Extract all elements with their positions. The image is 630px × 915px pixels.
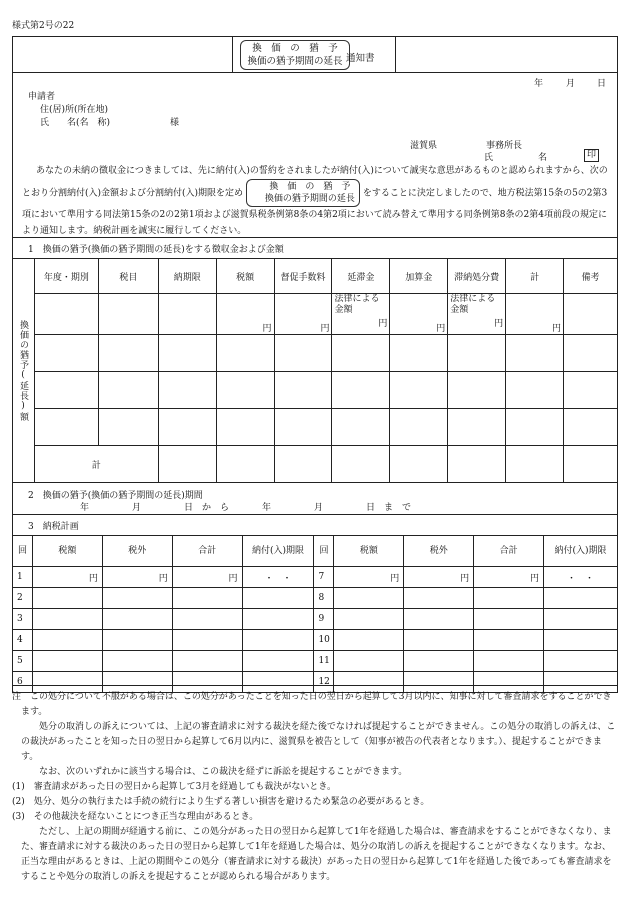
round-number: 4 xyxy=(13,630,33,651)
cell-remarks[interactable] xyxy=(564,294,618,335)
header-divider xyxy=(12,72,618,73)
cell[interactable] xyxy=(158,335,216,372)
tax-cell[interactable] xyxy=(334,651,404,672)
cell[interactable] xyxy=(98,409,158,446)
nontax-cell[interactable] xyxy=(102,609,172,630)
date-month: 月 xyxy=(566,79,576,89)
table-row xyxy=(13,294,618,335)
nontax-cell[interactable] xyxy=(102,630,172,651)
cell[interactable] xyxy=(216,409,274,446)
h-tax-item: 税目 xyxy=(98,259,158,294)
cell[interactable] xyxy=(506,372,564,409)
deadline-cell[interactable]: ・ ・ xyxy=(242,567,314,588)
cell-additional[interactable] xyxy=(390,294,448,335)
cell-year[interactable] xyxy=(34,294,98,335)
deadline-cell[interactable] xyxy=(242,630,314,651)
cell[interactable] xyxy=(390,372,448,409)
sum-cell[interactable] xyxy=(172,588,242,609)
cell[interactable] xyxy=(564,409,618,446)
cell[interactable] xyxy=(34,409,98,446)
body-brace xyxy=(246,179,360,207)
cell[interactable] xyxy=(448,372,506,409)
round-number: 6 xyxy=(13,672,33,693)
total-label: 計 xyxy=(34,446,158,483)
cell[interactable] xyxy=(98,372,158,409)
h-sum-2: 合計 xyxy=(474,536,544,567)
sum-cell[interactable] xyxy=(172,651,242,672)
cell[interactable] xyxy=(448,446,506,483)
h-total: 計 xyxy=(506,259,564,294)
header-left-divider xyxy=(232,36,233,72)
title-line1: 換 価 の 猶 予 xyxy=(252,43,338,54)
note-4: (1) 審査請求があった日の翌日から起算して3月を経過しても裁決がないとき。 xyxy=(12,782,337,792)
cell[interactable] xyxy=(564,335,618,372)
note-1: 注 この処分について不服がある場合は、この処分があったことを知った日の翌日から起算して3月以内に、知事に対して審査請求をすることができます。 xyxy=(12,692,612,717)
sum-cell[interactable]: 円 xyxy=(474,567,544,588)
tax-cell[interactable] xyxy=(32,651,102,672)
nontax-cell[interactable] xyxy=(404,609,474,630)
note-3: なお、次のいずれかに該当する場合は、この裁決を経ずに訴訟を提起することができます。 xyxy=(30,767,408,777)
h-nontax-2: 税外 xyxy=(404,536,474,567)
period-month-to: 月 xyxy=(314,503,324,513)
h-round: 回 xyxy=(13,536,33,567)
cell-total[interactable] xyxy=(506,294,564,335)
round-number: 10 xyxy=(314,630,334,651)
body-paragraph xyxy=(22,163,612,239)
period-year-from: 年 xyxy=(80,503,90,513)
deadline-cell[interactable]: ・ ・ xyxy=(544,567,618,588)
round-number: 12 xyxy=(314,672,334,693)
payment-plan-table xyxy=(12,535,618,693)
table-row xyxy=(13,372,618,409)
cell-delinquency[interactable] xyxy=(332,294,390,335)
note-7: ただし、上記の期間が経過する前に、この処分があった日の翌日から起算して1年を経過した場合は、審査請求をすることができなくなり、また、審査請求に対する裁決のあった日の翌日から起算して1年を経過した場合は、処分の取消しの訴えを提起することができなくなります。なお、正当な理由があるときは、上記の期間やこの処分（審査請求に対する裁決）があった日の翌日から起算して1年を経過した後であっても審査請求をすることや処分の取消しの訴えを提起することが認められる場合があります。 xyxy=(21,827,612,882)
deadline-cell[interactable] xyxy=(242,609,314,630)
deadline-cell[interactable] xyxy=(242,588,314,609)
round-number: 8 xyxy=(314,588,334,609)
h-dunning-fee: 督促手数料 xyxy=(274,259,332,294)
cell[interactable] xyxy=(448,335,506,372)
yen-unit: 円 xyxy=(552,324,562,334)
section3-divider xyxy=(12,514,618,515)
h-deadline-2: 納付(入)期限 xyxy=(544,536,618,567)
note-5: (2) 処分、処分の執行または手続の続行により生ずる著しい損害を避けるため緊急の必要があるとき。 xyxy=(12,797,430,807)
section3-title: 3 納税計画 xyxy=(28,522,79,532)
cell-dunning[interactable] xyxy=(274,294,332,335)
nontax-cell[interactable]: 円 xyxy=(404,567,474,588)
yen-unit: 円 xyxy=(378,319,388,329)
round-number: 3 xyxy=(13,609,33,630)
h-nontax: 税外 xyxy=(102,536,172,567)
sum-cell[interactable] xyxy=(172,630,242,651)
cell-tax[interactable] xyxy=(216,294,274,335)
side-label: 換価の猶予(延長)額 xyxy=(17,319,28,422)
cell[interactable] xyxy=(274,446,332,483)
deadline-cell[interactable] xyxy=(242,651,314,672)
cell[interactable] xyxy=(332,409,390,446)
cell-due[interactable] xyxy=(158,294,216,335)
tax-cell[interactable] xyxy=(334,609,404,630)
total-row xyxy=(13,446,618,483)
note-2: 処分の取消しの訴えについては、上記の審査請求に対する裁決を経た後でなければ提起することができません。この処分の取消しの訴えは、この裁決があったことを知った日の翌日から起算して6月以内に、滋賀県を被告として（知事が被告の代表者となります。）、提起することができます。 xyxy=(21,722,616,762)
h-tax-2: 税額 xyxy=(334,536,404,567)
plan-row xyxy=(13,588,618,609)
cell[interactable] xyxy=(390,409,448,446)
nontax-cell[interactable]: 円 xyxy=(102,567,172,588)
seal-box: 印 xyxy=(584,149,599,162)
cell[interactable] xyxy=(34,372,98,409)
h-year-period: 年度・期別 xyxy=(34,259,98,294)
yen-unit: 円 xyxy=(494,319,504,329)
tax-cell[interactable] xyxy=(334,588,404,609)
body-part2: をすることに決定しましたので、地方税法第15条の5の2第3項において準用する同法第15条の2の2第1項および滋賀県税条例第8条の4第2項において読み替えて準用する同条例第8条の2第4項前段の規定により通知します。納税計画を誠実に履行してください。 xyxy=(22,188,608,236)
issuer-prefecture: 滋賀県 xyxy=(410,141,438,151)
cell-disposition[interactable] xyxy=(448,294,506,335)
cell[interactable] xyxy=(506,409,564,446)
h-tax: 税額 xyxy=(32,536,102,567)
period-day-to: 日 ま で xyxy=(366,503,412,513)
cell[interactable] xyxy=(332,446,390,483)
h-deadline: 納付(入)期限 xyxy=(242,536,314,567)
round-number: 9 xyxy=(314,609,334,630)
plan-row xyxy=(13,630,618,651)
sum-cell[interactable] xyxy=(474,630,544,651)
h-due-date: 納期限 xyxy=(158,259,216,294)
cell[interactable] xyxy=(216,446,274,483)
cell[interactable] xyxy=(216,372,274,409)
nontax-cell[interactable] xyxy=(102,651,172,672)
h-round-2: 回 xyxy=(314,536,334,567)
cell[interactable] xyxy=(158,372,216,409)
period-year-to: 年 xyxy=(262,503,272,513)
cell[interactable] xyxy=(216,335,274,372)
plan-row xyxy=(13,567,618,588)
tax-cell[interactable] xyxy=(32,588,102,609)
cell[interactable] xyxy=(274,335,332,372)
legal-amount: 法律による金額 xyxy=(450,294,496,315)
yen-unit: 円 xyxy=(436,324,446,334)
body-brace-line1: 換 価 の 猶 予 xyxy=(269,182,351,192)
honorific: 様 xyxy=(170,118,180,128)
sum-cell[interactable] xyxy=(474,588,544,609)
deadline-cell[interactable] xyxy=(544,630,618,651)
h-sum: 合計 xyxy=(172,536,242,567)
legal-amount: 法律による金額 xyxy=(334,294,380,315)
title-suffix: 通知書 xyxy=(346,53,375,64)
nontax-cell[interactable] xyxy=(404,651,474,672)
h-additional: 加算金 xyxy=(390,259,448,294)
deadline-cell[interactable] xyxy=(544,651,618,672)
issuer-name-label: 氏 名 xyxy=(484,153,548,163)
address-label: 住(居)所(所在地) xyxy=(40,105,109,115)
section1-title: 1 換価の猶予(換価の猶予期間の延長)をする徴収金および金額 xyxy=(28,245,284,255)
table-row xyxy=(13,335,618,372)
section2-title: 2 換価の猶予(換価の猶予期間の延長)期間 xyxy=(28,491,203,501)
round-number: 7 xyxy=(314,567,334,588)
title-line2: 換価の猶予期間の延長 xyxy=(247,56,343,67)
tax-cell[interactable]: 円 xyxy=(32,567,102,588)
section1-table xyxy=(12,258,618,483)
section1-divider xyxy=(12,237,618,238)
round-number: 2 xyxy=(13,588,33,609)
issuer-office: 事務所長 xyxy=(486,141,523,151)
date-year: 年 xyxy=(534,79,544,89)
period-month-from: 月 xyxy=(132,503,142,513)
tax-cell[interactable] xyxy=(334,630,404,651)
cell[interactable] xyxy=(448,409,506,446)
cell[interactable] xyxy=(98,335,158,372)
round-number: 5 xyxy=(13,651,33,672)
cell[interactable] xyxy=(506,446,564,483)
cell[interactable] xyxy=(332,372,390,409)
applicant-heading: 申請者 xyxy=(28,92,56,102)
round-number: 1 xyxy=(13,567,33,588)
yen-unit: 円 xyxy=(320,324,330,334)
cell[interactable] xyxy=(332,335,390,372)
table-row xyxy=(13,409,618,446)
cell[interactable] xyxy=(158,409,216,446)
cell[interactable] xyxy=(390,335,448,372)
form-id: 様式第2号の22 xyxy=(12,21,75,31)
name-label: 氏 名(名 称) xyxy=(40,118,111,128)
yen-unit: 円 xyxy=(262,324,272,334)
header-right-divider xyxy=(395,36,396,72)
cell-tax-item[interactable] xyxy=(98,294,158,335)
date-day: 日 xyxy=(597,79,607,89)
tax-cell[interactable]: 円 xyxy=(334,567,404,588)
plan-row xyxy=(13,651,618,672)
note-6: (3) その他裁決を経ないことにつき正当な理由があるとき。 xyxy=(12,812,259,822)
sum-cell[interactable] xyxy=(474,651,544,672)
cell[interactable] xyxy=(564,372,618,409)
body-part1: あなたの未納の徴収金につきましては、先に納付(入)の誓約をされましたが納付(入)について誠実な意思があるものと認められますから、次のとおり分割納付(入)金額および分割納付(入)期限を定め xyxy=(22,166,608,199)
cell[interactable] xyxy=(506,335,564,372)
h-remarks: 備考 xyxy=(564,259,618,294)
cell[interactable] xyxy=(158,446,216,483)
h-delinquency: 延滞金 xyxy=(332,259,390,294)
sum-cell[interactable] xyxy=(474,609,544,630)
sum-cell[interactable] xyxy=(172,609,242,630)
cell[interactable] xyxy=(390,446,448,483)
cell[interactable] xyxy=(274,372,332,409)
nontax-cell[interactable] xyxy=(404,630,474,651)
deadline-cell[interactable] xyxy=(544,609,618,630)
side-label-cell xyxy=(13,259,35,483)
round-number: 11 xyxy=(314,651,334,672)
plan-row xyxy=(13,609,618,630)
tax-cell[interactable] xyxy=(32,630,102,651)
cell[interactable] xyxy=(274,409,332,446)
nontax-cell[interactable] xyxy=(102,588,172,609)
sum-cell[interactable]: 円 xyxy=(172,567,242,588)
deadline-cell[interactable] xyxy=(544,588,618,609)
tax-cell[interactable] xyxy=(32,609,102,630)
title-brace xyxy=(240,40,350,70)
body-brace-line2: 換価の猶予期間の延長 xyxy=(264,194,355,204)
period-day-from: 日 か ら xyxy=(184,503,230,513)
h-tax-amount: 税額 xyxy=(216,259,274,294)
cell[interactable] xyxy=(564,446,618,483)
notes xyxy=(12,690,618,885)
cell[interactable] xyxy=(34,335,98,372)
h-disposition-cost: 滞納処分費 xyxy=(448,259,506,294)
nontax-cell[interactable] xyxy=(404,588,474,609)
